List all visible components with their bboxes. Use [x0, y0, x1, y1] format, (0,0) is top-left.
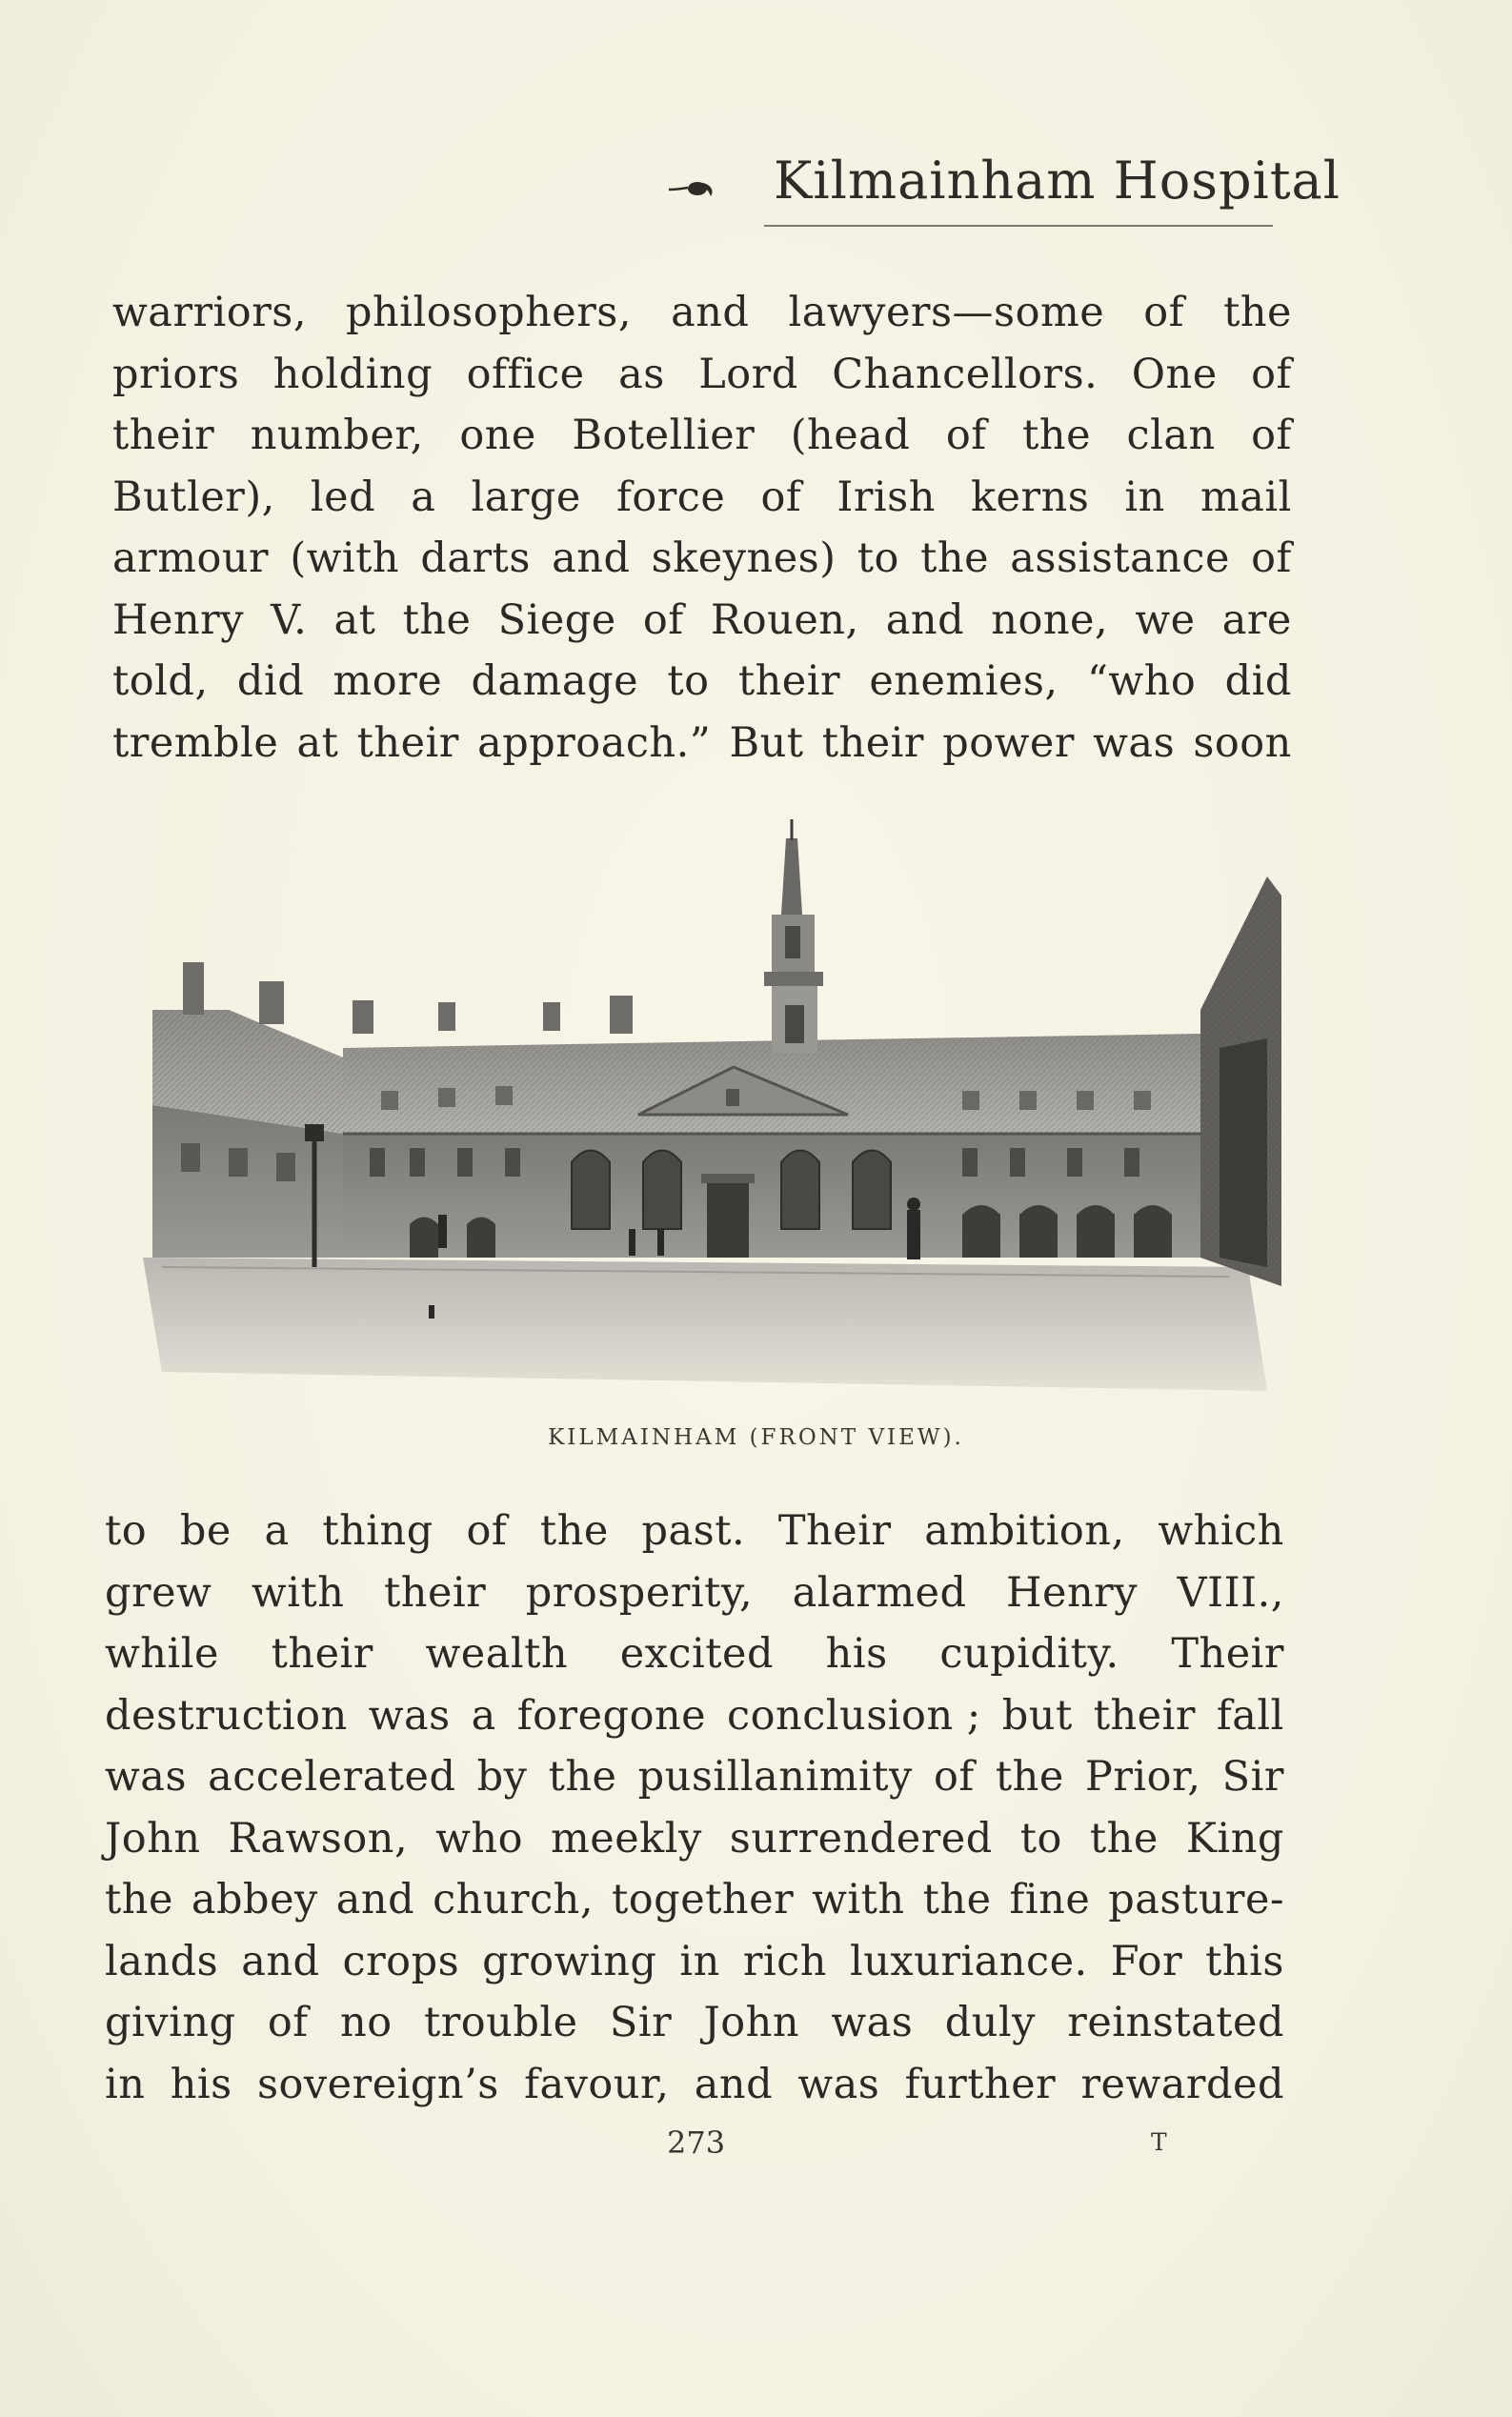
- word: no: [340, 1999, 393, 2046]
- word: at: [333, 595, 376, 644]
- word: the: [548, 1753, 617, 1801]
- word: mail: [1200, 473, 1292, 521]
- word: by: [476, 1753, 528, 1801]
- word: the: [995, 1753, 1064, 1801]
- word: their: [383, 1568, 487, 1617]
- word: we: [1135, 595, 1196, 644]
- illustration-kilmainham-front-view: [124, 819, 1288, 1410]
- running-header: [667, 151, 1341, 227]
- text-line: [105, 1869, 1284, 1931]
- word: at: [296, 718, 339, 767]
- word: his: [825, 1630, 888, 1678]
- word: led: [310, 473, 376, 521]
- word: For: [1110, 1937, 1183, 1985]
- word: holding: [272, 350, 433, 398]
- engraving-illustration: [124, 819, 1288, 1410]
- word: conclusion ;: [727, 1691, 981, 1740]
- word: VIII.,: [1177, 1568, 1284, 1617]
- word: skeynes): [651, 534, 837, 582]
- word: Siege: [497, 595, 616, 644]
- word: tremble: [112, 718, 279, 767]
- word: of: [945, 412, 987, 459]
- word: his: [170, 2060, 232, 2108]
- page-number: 273: [667, 2125, 726, 2161]
- text-line: [112, 528, 1292, 590]
- word: (head: [790, 412, 911, 459]
- word: Butler),: [112, 473, 275, 521]
- word: of: [267, 1999, 309, 2046]
- word: philosophers,: [346, 289, 633, 336]
- word: growing: [482, 1937, 657, 1985]
- word: in: [679, 1937, 720, 1985]
- body-text-bottom: [105, 1501, 1284, 2115]
- signature-mark: T: [1151, 2128, 1167, 2156]
- word: none,: [991, 595, 1109, 644]
- text-line: [105, 1501, 1284, 1562]
- word: told,: [112, 657, 209, 705]
- word: more: [333, 657, 443, 705]
- word: Rawson,: [228, 1814, 409, 1863]
- text-line: [105, 1685, 1284, 1747]
- word: one: [459, 412, 536, 459]
- word: cupidity.: [939, 1630, 1119, 1678]
- word: excited: [619, 1630, 775, 1678]
- word: the: [922, 1876, 992, 1924]
- word: of: [642, 595, 684, 644]
- word: assistance: [1010, 534, 1230, 582]
- word: a: [264, 1507, 290, 1555]
- word: church,: [433, 1876, 595, 1924]
- text-line: [105, 1623, 1284, 1685]
- word: a: [411, 473, 436, 521]
- word: Henry: [1006, 1568, 1139, 1617]
- word: foregone: [516, 1691, 707, 1740]
- word: their: [821, 718, 924, 767]
- word: while: [105, 1630, 219, 1678]
- word: which: [1158, 1507, 1284, 1555]
- word: rich: [742, 1937, 827, 1985]
- word: of: [760, 473, 802, 521]
- word: lawyers—some: [788, 289, 1105, 336]
- word: crops: [342, 1937, 460, 1985]
- word: warriors,: [112, 289, 307, 336]
- word: their: [112, 412, 215, 459]
- word: and: [671, 289, 750, 336]
- word: of: [1251, 534, 1292, 582]
- word: power: [942, 718, 1075, 767]
- word: and: [552, 534, 631, 582]
- word: John: [105, 1814, 201, 1863]
- word: fine: [1009, 1876, 1091, 1924]
- word: armour: [112, 534, 270, 582]
- word: prosperity,: [525, 1568, 754, 1617]
- word: lands: [105, 1937, 219, 1985]
- word: of: [1251, 350, 1292, 398]
- word: Chancellors.: [832, 350, 1099, 398]
- word: duly: [944, 1999, 1036, 2046]
- text-line: [112, 467, 1292, 529]
- word: enemies,: [869, 657, 1058, 705]
- word: the: [539, 1507, 609, 1555]
- word: together: [612, 1876, 795, 1924]
- word: the: [920, 534, 990, 582]
- word: Sir: [1221, 1753, 1284, 1801]
- word: pusillanimity: [637, 1753, 913, 1801]
- word: and: [241, 1937, 320, 1985]
- word: of: [933, 1753, 975, 1801]
- word: was: [368, 1691, 451, 1740]
- word: sovereign’s: [256, 2060, 499, 2108]
- word: wealth: [425, 1630, 569, 1678]
- word: V.: [271, 595, 308, 644]
- word: are: [1221, 595, 1292, 644]
- word: Irish: [837, 473, 936, 521]
- word: was: [831, 1999, 914, 2046]
- word: meekly: [550, 1814, 702, 1863]
- word: did: [1224, 657, 1292, 705]
- word: abbey: [191, 1876, 318, 1924]
- text-line: [105, 1746, 1284, 1808]
- word: and: [335, 1876, 415, 1924]
- text-line: [105, 1992, 1284, 2054]
- running-header-title: Kilmainham Hospital: [774, 151, 1341, 211]
- word: giving: [105, 1999, 236, 2046]
- word: One: [1131, 350, 1218, 398]
- word: to: [857, 534, 899, 582]
- word: their: [1093, 1691, 1196, 1740]
- text-line: [105, 1562, 1284, 1624]
- word: the: [105, 1876, 173, 1924]
- word: kerns: [971, 473, 1090, 521]
- word: as: [618, 350, 665, 398]
- word: Rouen,: [710, 595, 859, 644]
- word: But: [729, 718, 804, 767]
- word: office: [466, 350, 585, 398]
- word: thing: [322, 1507, 433, 1555]
- word: their: [356, 718, 459, 767]
- text-line: [112, 651, 1292, 713]
- text-line: [112, 713, 1292, 775]
- word: clan: [1126, 412, 1216, 459]
- text-line: [112, 405, 1292, 467]
- word: to: [1019, 1814, 1062, 1863]
- word: John: [703, 1999, 800, 2046]
- word: (with: [290, 534, 400, 582]
- word: Lord: [698, 350, 798, 398]
- word: to: [667, 657, 710, 705]
- word: rewarded: [1080, 2060, 1284, 2108]
- word: and: [885, 595, 965, 644]
- header-rule: [764, 225, 1273, 227]
- text-line: [112, 590, 1292, 652]
- word: Henry: [112, 595, 244, 644]
- word: with: [812, 1876, 905, 1924]
- word: with: [251, 1568, 345, 1617]
- word: who: [435, 1814, 523, 1863]
- word: was: [105, 1753, 188, 1801]
- text-line: [112, 282, 1292, 344]
- word: destruction: [105, 1691, 348, 1740]
- word: soon: [1193, 718, 1292, 767]
- word: alarmed: [792, 1568, 967, 1617]
- word: of: [1143, 289, 1185, 336]
- text-line: [105, 1931, 1284, 1993]
- word: the: [1223, 289, 1292, 336]
- word: of: [466, 1507, 508, 1555]
- word: favour,: [524, 2060, 670, 2108]
- word: Botellier: [572, 412, 756, 459]
- word: priors: [112, 350, 240, 398]
- word: in: [1124, 473, 1165, 521]
- word: King: [1185, 1814, 1284, 1863]
- word: trouble: [423, 1999, 578, 2046]
- word: the: [1089, 1814, 1159, 1863]
- body-text-top: [112, 282, 1292, 774]
- word: accelerated: [208, 1753, 456, 1801]
- word: pasture-: [1108, 1876, 1284, 1924]
- word: was: [797, 2060, 880, 2108]
- word: the: [402, 595, 472, 644]
- word: Prior,: [1084, 1753, 1201, 1801]
- word: the: [1022, 412, 1092, 459]
- word: further: [904, 2060, 1057, 2108]
- text-line: [105, 2054, 1284, 2116]
- word: “who: [1086, 657, 1197, 705]
- word: did: [236, 657, 305, 705]
- word: number,: [250, 412, 424, 459]
- word: was: [1093, 718, 1176, 767]
- word: damage: [471, 657, 639, 705]
- word: of: [1251, 412, 1292, 459]
- word: past.: [641, 1507, 746, 1555]
- text-line: [112, 344, 1292, 406]
- word: reinstated: [1067, 1999, 1284, 2046]
- word: luxuriance.: [849, 1937, 1088, 1985]
- word: grew: [105, 1568, 212, 1617]
- word: but: [1001, 1691, 1073, 1740]
- word: force: [615, 473, 726, 521]
- word: Their: [777, 1507, 892, 1555]
- word: large: [471, 473, 581, 521]
- word: to: [105, 1507, 148, 1555]
- word: approach.”: [477, 718, 712, 767]
- word: darts: [420, 534, 531, 582]
- word: ambition,: [924, 1507, 1125, 1555]
- word: and: [694, 2060, 774, 2108]
- word: a: [471, 1691, 496, 1740]
- word: surrendered: [729, 1814, 993, 1863]
- word: this: [1205, 1937, 1284, 1985]
- word: Their: [1171, 1630, 1284, 1678]
- word: in: [105, 2060, 146, 2108]
- figure-caption: KILMAINHAM (FRONT VIEW).: [548, 1425, 964, 1450]
- fleuron-ornament-icon: [667, 177, 716, 200]
- word: Sir: [609, 1999, 673, 2046]
- text-line: [105, 1808, 1284, 1870]
- word: be: [179, 1507, 232, 1555]
- word: their: [737, 657, 841, 705]
- word: their: [271, 1630, 373, 1678]
- word: fall: [1216, 1691, 1284, 1740]
